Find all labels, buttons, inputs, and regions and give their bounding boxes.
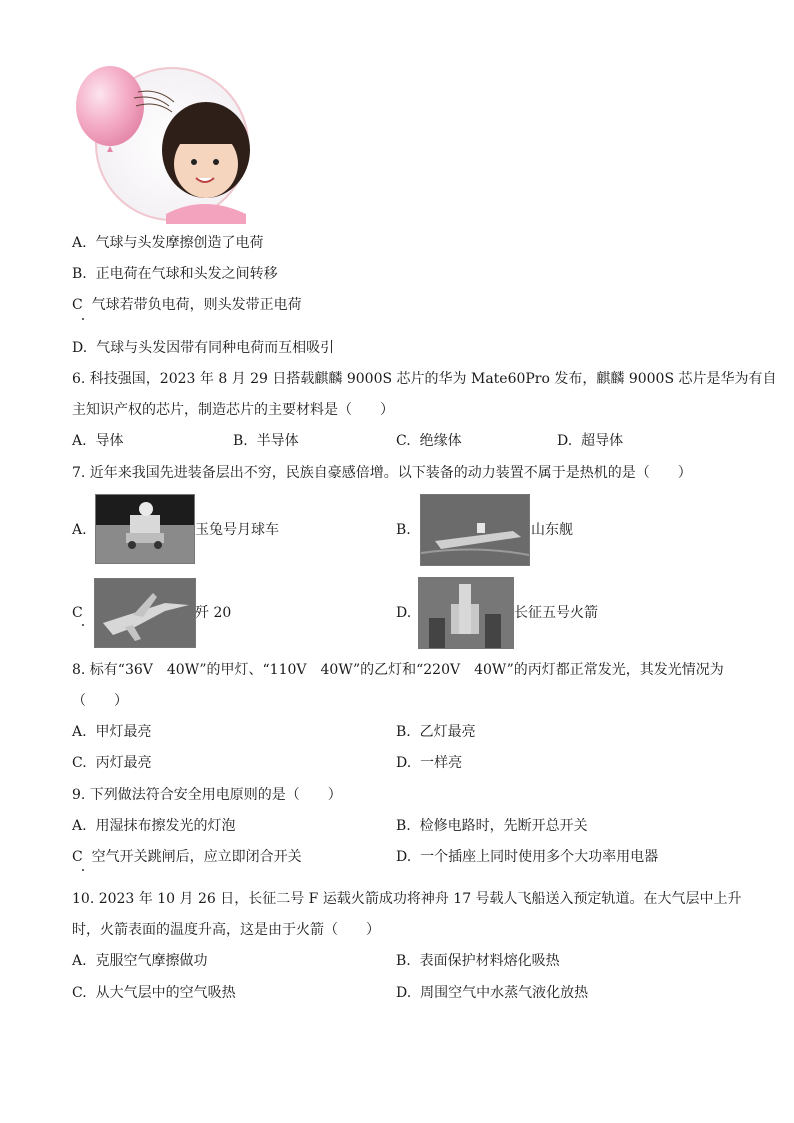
q6-option-b: B. 半导体 [233,433,299,449]
q7-option-d-text: 长征五号火箭 [514,605,598,621]
q7-option-c-letter: C [72,605,83,621]
q10-option-a: A. 克服空气摩擦做功 [72,953,208,969]
q7-option-b-letter: B. [396,522,411,538]
q8-stem-line2: （ ） [72,693,128,709]
q7-option-d-letter: D. [396,605,412,621]
q6-option-d: D. 超导体 [557,433,624,449]
q6-option-c: C. 绝缘体 [396,433,462,449]
aircraft-carrier-photo [420,494,530,566]
q5-option-c: C 气球若带负电荷，则头发带正电荷 [72,297,302,313]
print-dot [82,624,84,626]
q6-stem-line2: 主知识产权的芯片，制造芯片的主要材料是（ ） [72,402,394,418]
j20-fighter-photo [94,578,196,648]
q10-stem-line1: 10. 2023 年 10 月 26 日，长征二号 F 运载火箭成功将神舟 17 号载人飞船送入预定轨道。在大气层中上升 [72,891,742,907]
q7-option-a-letter: A. [72,522,87,538]
q8-option-c: C. 丙灯最亮 [72,755,152,771]
q10-option-b: B. 表面保护材料熔化吸热 [396,953,560,969]
q8-option-b: B. 乙灯最亮 [396,724,476,740]
long-march-5-photo [418,577,514,649]
q5-option-a: A. 气球与头发摩擦创造了电荷 [72,235,264,251]
q8-option-d: D. 一样亮 [396,755,463,771]
q7-option-c-text: 歼 20 [195,605,232,621]
q9-option-c: C 空气开关跳闸后，应立即闭合开关 [72,849,302,865]
q9-option-a: A. 用湿抹布擦发光的灯泡 [72,818,236,834]
q9-stem-line1: 9. 下列做法符合安全用电原则的是（ ） [72,787,342,803]
q9-option-d: D. 一个插座上同时使用多个大功率用电器 [396,849,659,865]
q6-option-a: A. 导体 [72,433,124,449]
q6-stem-line1: 6. 科技强国，2023 年 8 月 29 日搭载麒麟 9000S 芯片的华为 Mate60Pro 发布，麒麟 9000S 芯片是华为有自 [72,371,777,387]
lunar-rover-photo [95,494,195,564]
q8-stem-line1: 8. 标有“36V 40W”的甲灯、“110V 40W”的乙灯和“220V 40W”的丙灯都正常发光，其发光情况为 [72,662,724,678]
print-dot [82,869,84,871]
balloon-girl-figure [74,64,254,224]
q10-option-d: D. 周围空气中水蒸气液化放热 [396,985,589,1001]
q8-option-a: A. 甲灯最亮 [72,724,152,740]
q10-option-c: C. 从大气层中的空气吸热 [72,985,236,1001]
print-dot [82,318,84,320]
q7-option-a-text: 玉兔号月球车 [195,522,279,538]
q10-stem-line2: 时，火箭表面的温度升高，这是由于火箭（ ） [72,922,380,938]
q9-option-b: B. 检修电路时，先断开总开关 [396,818,588,834]
q7-stem-line1: 7. 近年来我国先进装备层出不穷，民族自豪感倍增。以下装备的动力装置不属于是热机的是（ ） [72,465,692,481]
q7-option-b-text: 山东舰 [531,522,573,538]
q5-option-b: B. 正电荷在气球和头发之间转移 [72,266,278,282]
q5-option-d: D. 气球与头发因带有同种电荷而互相吸引 [72,340,335,356]
